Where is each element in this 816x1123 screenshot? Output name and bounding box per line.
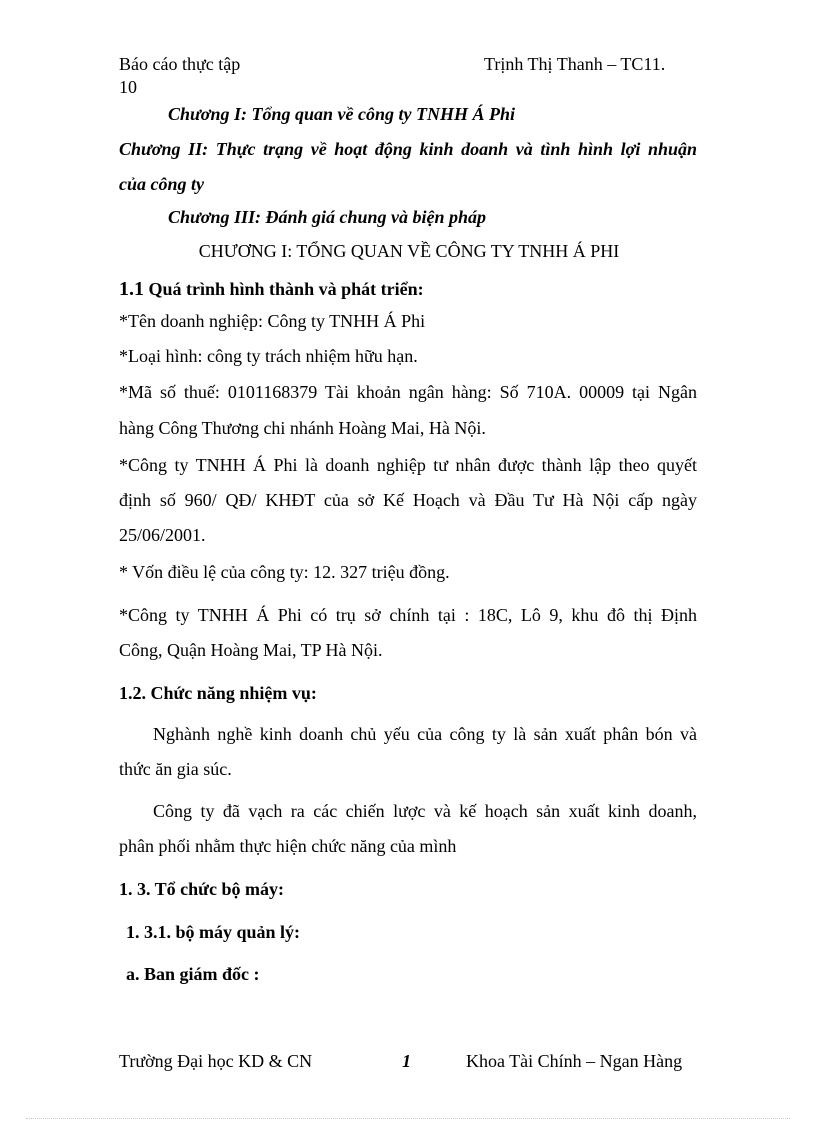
headquarters-line-2: Công, Quận Hoàng Mai, TP Hà Nội. <box>119 640 383 660</box>
outline-chapter-1: Chương I: Tổng quan về công ty TNHH Á Phi <box>168 104 515 124</box>
section-1-3-heading: 1. 3. Tổ chức bộ máy: <box>119 879 284 899</box>
header-line2: 10 <box>119 77 137 97</box>
section-1-1-title: Quá trình hình thành và phát triển: <box>148 279 424 299</box>
section-1-2-heading: 1.2. Chức năng nhiệm vụ: <box>119 683 317 703</box>
section-1-3-1-heading: 1. 3.1. bộ máy quản lý: <box>126 922 301 942</box>
footer-right: Khoa Tài Chính – Ngan Hàng <box>466 1051 683 1071</box>
tax-bank-line-1: *Mã số thuế: 0101168379 Tài khoản ngân hàng: Số 710A. 00009 tại Ngân <box>119 382 697 402</box>
charter-capital: * Vốn điều lệ của công ty: 12. 327 triệu đồng. <box>119 562 450 582</box>
tax-bank-line-2: hàng Công Thương chi nhánh Hoàng Mai, Hà Nội. <box>119 418 486 438</box>
functions-paragraph-1-line-2: thức ăn gia súc. <box>119 759 232 779</box>
establishment-line-2: định số 960/ QĐ/ KHĐT của sở Kế Hoạch và Đầu Tư Hà Nội cấp ngày <box>119 490 697 510</box>
header-left: Báo cáo thực tập <box>119 54 241 74</box>
section-1-1-number: 1.1 <box>119 278 144 300</box>
establishment-line-1: *Công ty TNHH Á Phi là doanh nghiệp tư nhân được thành lập theo quyết <box>119 455 697 475</box>
outline-chapter-2-cont: của công ty <box>119 174 204 194</box>
headquarters-line-1: *Công ty TNHH Á Phi có trụ sở chính tại : 18C, Lô 9, khu đô thị Định <box>119 605 697 625</box>
outline-chapter-3: Chương III: Đánh giá chung và biện pháp <box>168 207 487 227</box>
outline-chapter-2: Chương II: Thực trạng về hoạt động kinh doanh và tình hình lợi nhuận <box>119 139 697 159</box>
chapter-title: CHƯƠNG I: TỔNG QUAN VỀ CÔNG TY TNHH Á PHI <box>198 241 620 261</box>
page-number: 1 <box>402 1051 411 1071</box>
header-right: Trịnh Thị Thanh – TC11. <box>484 54 666 74</box>
section-1-1-heading <box>119 278 424 301</box>
functions-paragraph-1-line-1: Nghành nghề kinh doanh chủ yếu của công ty là sản xuất phân bón và <box>153 724 697 744</box>
company-name: *Tên doanh nghiệp: Công ty TNHH Á Phi <box>119 311 426 331</box>
functions-paragraph-2-line-2: phân phối nhằm thực hiện chức năng của mình <box>119 836 457 856</box>
company-type: *Loại hình: công ty trách nhiệm hữu hạn. <box>119 346 418 366</box>
board-of-directors-heading: a. Ban giám đốc : <box>126 964 260 984</box>
functions-paragraph-2-line-1: Công ty đã vạch ra các chiến lược và kế hoạch sản xuất kinh doanh, <box>153 801 697 821</box>
page-bottom-divider <box>26 1118 790 1119</box>
establishment-line-3: 25/06/2001. <box>119 525 206 545</box>
footer-left: Trường Đại học KD & CN <box>119 1051 313 1071</box>
